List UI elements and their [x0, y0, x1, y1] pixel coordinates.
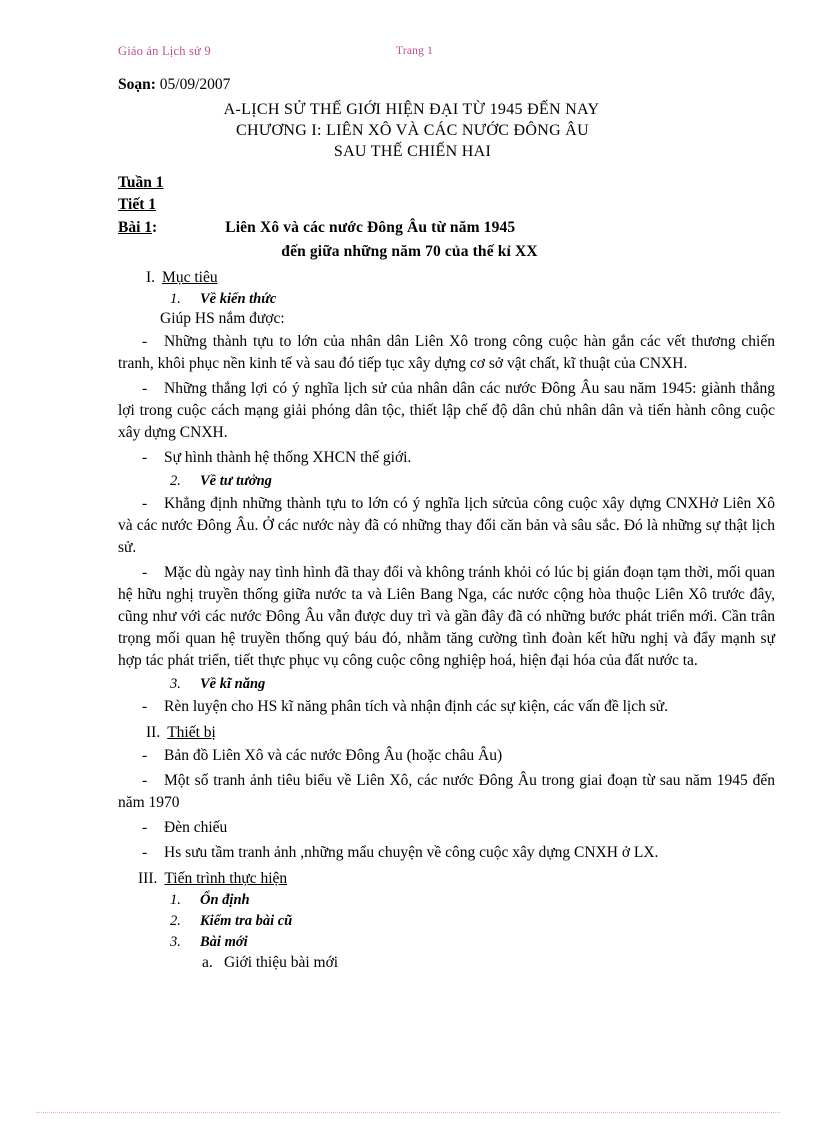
- subheading-text-ve-kien-thuc: Về kiến thức: [200, 291, 277, 308]
- period-label: Tiết 1: [118, 196, 157, 214]
- bullet-dash: -: [142, 747, 148, 765]
- bullet-item: [118, 447, 775, 469]
- bullet-text: Khẳng định những thành tựu to lớn có ý nghĩa lịch sửcủa công cuộc xây dựng CNXHở Liên Xô và các nước Đông Âu. Ở các nước này đã có những thay đổi căn bản và sâu sắc. Đó là những sự thật lịch sử.: [118, 495, 775, 557]
- bullet-text: Mặc dù ngày nay tình hình đã thay đổi và không tránh khỏi có lúc bị gián đoạn tạm thời, mối quan hệ hữu nghị truyền thống giữa nước ta và Liên Bang Nga, các nước cộng hòa thuộc Liên Xô trước đây, cũng như với các nước Đông Âu vẫn được duy trì và gần đây đã có những bước phát triển mới. Cần trân trọng mối quan hệ truyền thống quý báu đó, nhằm tăng cường tình đoàn kết hữu nghị và đẩy mạnh sự hợp tác phát triển, tiết thực phục vụ công cuộc công nghiệp hoá, hiện đại hóa của đất nước ta.: [118, 564, 775, 670]
- bullet-text: Hs sưu tầm tranh ảnh ,những mẩu chuyện về công cuộc xây dựng CNXH ở LX.: [164, 844, 659, 862]
- week-row: [118, 172, 775, 194]
- bullet-dash: -: [142, 564, 148, 582]
- main-title-block: [118, 100, 775, 162]
- bullet-text: Đèn chiếu: [164, 819, 228, 837]
- main-title-line-2: CHƯƠNG I: LIÊN XÔ VÀ CÁC NƯỚC ĐÔNG ÂU: [236, 121, 589, 139]
- bullet-text: Bản đồ Liên Xô và các nước Đông Âu (hoặc châu Âu): [164, 747, 503, 765]
- running-header: [118, 44, 775, 70]
- section-title-ii: Thiết bị: [167, 724, 216, 742]
- subheading-bai-moi: [118, 934, 775, 951]
- week-label: Tuần 1: [118, 174, 164, 192]
- bullet-item: [118, 817, 775, 839]
- lesson-row: [118, 217, 775, 239]
- footer-separator-rule: [36, 1112, 780, 1113]
- bullet-item: [118, 696, 775, 718]
- bullet-dash: -: [142, 380, 148, 398]
- subheading-kiem-tra-bai-cu: [118, 913, 775, 930]
- lesson-label: Bài 1: [118, 218, 153, 236]
- section-title-i: Mục tiêu: [162, 269, 218, 287]
- bullet-item: [118, 770, 775, 814]
- section-heading-tien-trinh: [118, 870, 775, 888]
- subheading-text-on-dinh: Ổn định: [200, 892, 250, 909]
- lesson-meta-block: [118, 172, 775, 263]
- letter-item-a: [118, 954, 775, 972]
- subheading-number-1: 1.: [170, 291, 181, 308]
- subheading-ve-tu-tuong: [118, 473, 775, 490]
- letter-item-number: a.: [202, 954, 213, 972]
- subheading-number-2b: 2.: [170, 913, 181, 930]
- bullet-item: [118, 331, 775, 375]
- compose-label: Soạn:: [118, 76, 156, 93]
- period-row: [118, 194, 775, 216]
- subheading-text-ve-ki-nang: Về kĩ năng: [200, 676, 266, 693]
- bullet-dash: -: [142, 698, 148, 716]
- compose-date-value: 05/09/2007: [159, 76, 231, 93]
- lesson-colon: :: [152, 218, 158, 236]
- subheading-text-ve-tu-tuong: Về tư tưởng: [200, 473, 272, 490]
- lesson-title-line-1: Liên Xô và các nước Đông Âu từ năm 1945: [225, 218, 516, 236]
- bullet-text: Rèn luyện cho HS kĩ năng phân tích và nhận định các sự kiện, các vấn đề lịch sử.: [164, 698, 669, 716]
- bullet-dash: -: [142, 772, 148, 790]
- main-title-line-1: A-LỊCH SỬ THẾ GIỚI HIỆN ĐẠI TỪ 1945 ĐẾN NAY: [223, 101, 600, 118]
- subheading-number-3b: 3.: [170, 934, 181, 951]
- bullet-dash: -: [142, 844, 148, 862]
- bullet-text: Những thắng lợi có ý nghĩa lịch sử của nhân dân các nước Đông Âu sau năm 1945: giành thắng lợi trong cuộc cách mạng giải phóng dân tộc, thiết lập chế độ dân chủ nhân dân và tiến hành công cuộc xây dựng CNXH.: [118, 380, 775, 442]
- bullet-dash: -: [142, 819, 148, 837]
- bullet-item: [118, 842, 775, 864]
- subheading-number-2: 2.: [170, 473, 181, 490]
- bullet-text: Sự hình thành hệ thống XHCN thế giới.: [164, 449, 412, 467]
- subheading-ve-kien-thuc: [118, 291, 775, 308]
- bullet-dash: -: [142, 449, 148, 467]
- bullet-dash: -: [142, 333, 148, 351]
- bullet-item: [118, 562, 775, 672]
- bullet-item: [118, 493, 775, 559]
- bullet-item: [118, 378, 775, 444]
- subheading-on-dinh: [118, 892, 775, 909]
- header-document-title: Giáo án Lịch sử 9: [118, 44, 211, 58]
- main-title-line-3: SAU THẾ CHIẾN HAI: [333, 142, 492, 160]
- section-number-i: I.: [146, 269, 156, 287]
- subheading-number-1b: 1.: [170, 892, 181, 909]
- bullet-dash: -: [142, 495, 148, 513]
- bullet-text: Một số tranh ảnh tiêu biểu về Liên Xô, các nước Đông Âu trong giai đoạn từ sau năm 1945 đến năm 1970: [118, 772, 775, 812]
- section-number-ii: II.: [146, 724, 161, 742]
- section-heading-thiet-bi: [118, 724, 775, 742]
- subheading-text-bai-moi: Bài mới: [200, 934, 248, 951]
- compose-date-line: [118, 76, 775, 94]
- bullet-text: Những thành tựu to lớn của nhân dân Liên Xô trong công cuộc hàn gắn các vết thương chiến tranh, khôi phục nền kinh tế và sau đó tiếp tục xây dựng cơ sở vật chất, kĩ thuật của CNXH.: [118, 333, 775, 373]
- letter-item-text: Giới thiệu bài mới: [224, 954, 339, 972]
- subheading-ve-ki-nang: [118, 676, 775, 693]
- header-page-number: Trang 1: [396, 45, 434, 57]
- section-title-iii: Tiến trình thực hiện: [164, 870, 288, 888]
- line-giup-hs: Giúp HS nắm được:: [160, 310, 285, 328]
- lesson-title-line-2: đến giữa những năm 70 của thế kỉ XX: [281, 243, 538, 261]
- subheading-number-3: 3.: [170, 676, 181, 693]
- subheading-text-kiem-tra: Kiểm tra bài cũ: [200, 913, 293, 930]
- section-number-iii: III.: [138, 870, 158, 888]
- bullet-item: [118, 745, 775, 767]
- section-heading-muc-tieu: [118, 269, 775, 287]
